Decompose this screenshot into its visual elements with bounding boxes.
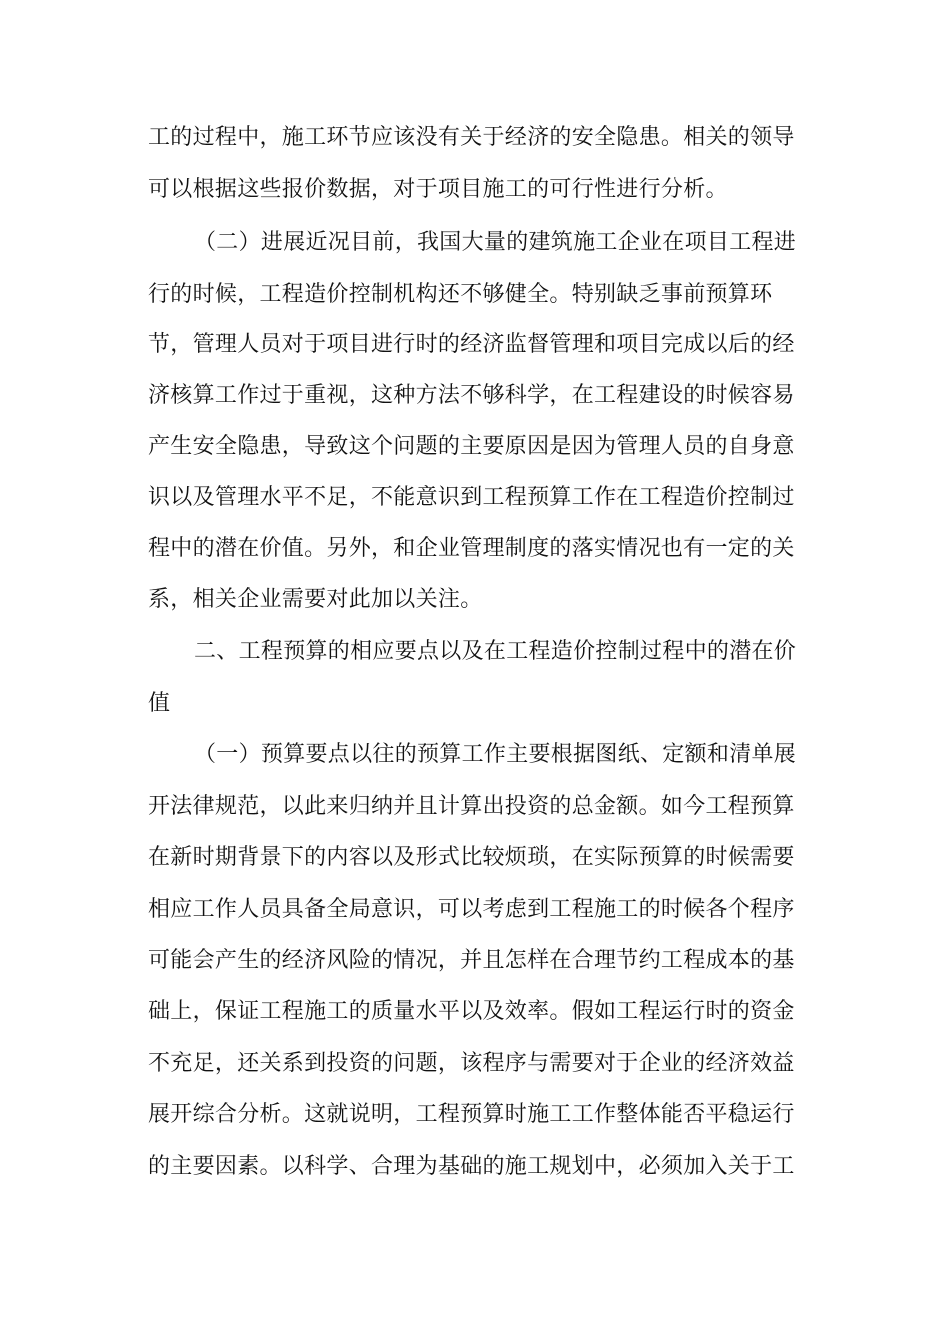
text-line: 工的过程中，施工环节应该没有关于经济的安全隐患。相关的领导 [148, 125, 795, 150]
text-line: 识以及管理水平不足，不能意识到工程预算工作在工程造价控制过 [148, 485, 795, 510]
text-line: 济核算工作过于重视，这种方法不够科学，在工程建设的时候容易 [148, 383, 795, 408]
text-line: 产生安全隐患，导致这个问题的主要原因是因为管理人员的自身意 [148, 434, 795, 459]
text-line: 开法律规范，以此来归纳并且计算出投资的总金额。如今工程预算 [148, 794, 795, 819]
section-heading-line: （二）进展近况目前，我国大量的建筑施工企业在项目工程进 [194, 230, 797, 255]
text-line: 础上，保证工程施工的质量水平以及效率。假如工程运行时的资金 [148, 999, 795, 1024]
text-line: 行的时候，工程造价控制机构还不够健全。特别缺乏事前预算环 [148, 282, 773, 307]
section-heading-line: 值 [148, 691, 171, 716]
text-line: 不充足，还关系到投资的问题，该程序与需要对于企业的经济效益 [148, 1051, 795, 1076]
text-line: 展开综合分析。这就说明，工程预算时施工工作整体能否平稳运行 [148, 1102, 795, 1127]
section-heading-line: （一）预算要点以往的预算工作主要根据图纸、定额和清单展 [194, 742, 797, 767]
text-line: 可以根据这些报价数据，对于项目施工的可行性进行分析。 [148, 177, 728, 202]
section-heading-line: 二、工程预算的相应要点以及在工程造价控制过程中的潜在价 [194, 639, 797, 664]
text-line: 在新时期背景下的内容以及形式比较烦琐，在实际预算的时候需要 [148, 845, 795, 870]
text-line: 程中的潜在价值。另外，和企业管理制度的落实情况也有一定的关 [148, 536, 795, 561]
text-line: 可能会产生的经济风险的情况，并且怎样在合理节约工程成本的基 [148, 948, 795, 973]
text-line: 系，相关企业需要对此加以关注。 [148, 587, 483, 612]
text-line: 的主要因素。以科学、合理为基础的施工规划中，必须加入关于工 [148, 1154, 795, 1179]
text-line: 相应工作人员具备全局意识，可以考虑到工程施工的时候各个程序 [148, 897, 795, 922]
text-line: 节，管理人员对于项目进行时的经济监督管理和项目完成以后的经 [148, 332, 795, 357]
